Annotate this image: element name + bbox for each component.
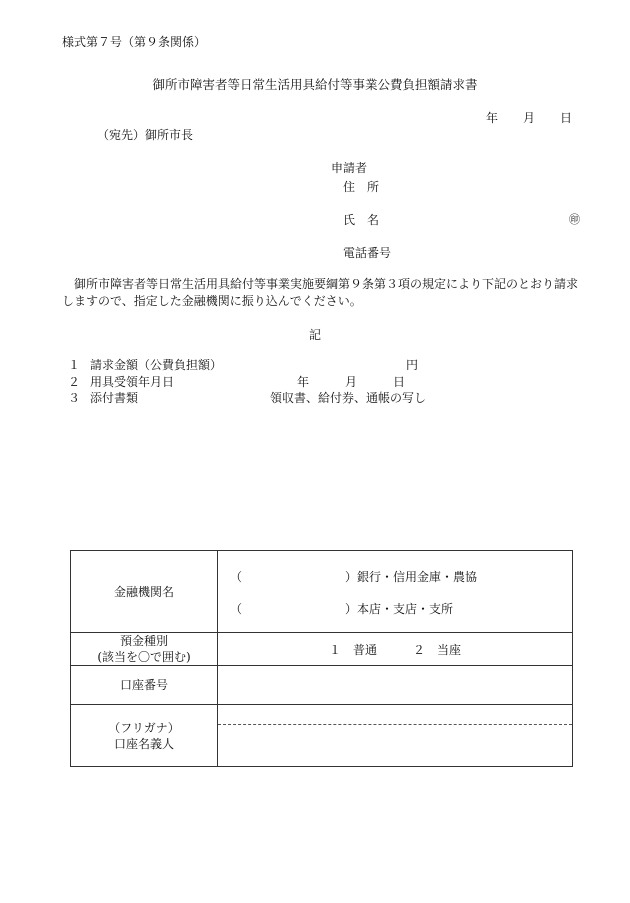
account-holder-label-text: 口座名義人 bbox=[113, 736, 174, 751]
phone-label: 電話番号 bbox=[343, 246, 392, 260]
branch-type-options: ）本店・支店・支所 bbox=[345, 601, 454, 616]
deposit-type-label bbox=[71, 633, 218, 666]
receipt-date-value: 年 月 日 bbox=[297, 375, 406, 389]
date-year: 年 bbox=[486, 111, 499, 125]
document-title: 御所市障害者等日常生活用具給付等事業公費負担額請求書 bbox=[152, 77, 478, 92]
deposit-type-label-line2: (該当を〇で囲む) bbox=[97, 650, 191, 664]
applicant-label: 申請者 bbox=[331, 161, 368, 175]
account-number-field[interactable] bbox=[218, 666, 573, 705]
item-billing-amount bbox=[68, 356, 222, 373]
item-receipt-date bbox=[68, 373, 174, 390]
seal-mark: ㊞ bbox=[569, 213, 580, 226]
item-label: 用具受領年月日 bbox=[90, 375, 175, 389]
account-holder-label bbox=[71, 705, 218, 767]
item-label: 添付書類 bbox=[90, 391, 139, 405]
open-paren: （ bbox=[230, 601, 243, 616]
account-holder-field[interactable] bbox=[218, 705, 573, 767]
institution-label: 金融機関名 bbox=[71, 551, 218, 633]
deposit-type-label-line1: 預金種別 bbox=[119, 634, 168, 648]
date-month: 月 bbox=[523, 111, 536, 125]
item-number: ２ bbox=[68, 375, 81, 389]
item-number: １ bbox=[68, 358, 81, 372]
request-body-text: 御所市障害者等日常生活用具給付等事業実施要綱第９条第３項の規定により下記のとおり請求しますので、指定した金融機関に振り込んでください。 bbox=[62, 277, 579, 308]
form-number: 様式第７号（第９条関係） bbox=[62, 35, 207, 49]
institution-field[interactable] bbox=[218, 551, 573, 633]
billing-amount-unit: 円 bbox=[406, 358, 419, 372]
item-number: ３ bbox=[68, 391, 81, 405]
address-label: 住 所 bbox=[343, 180, 380, 194]
date-day: 日 bbox=[560, 111, 573, 125]
item-attachments bbox=[68, 389, 138, 406]
furigana-label: （フリガナ） bbox=[108, 720, 180, 735]
open-paren: （ bbox=[230, 569, 243, 584]
bank-info-table bbox=[70, 550, 573, 767]
account-number-label: 口座番号 bbox=[71, 666, 218, 705]
name-label: 氏 名 bbox=[343, 213, 380, 227]
date-line bbox=[486, 109, 572, 126]
furigana-field[interactable] bbox=[218, 705, 572, 725]
deposit-type-options[interactable]: １ 普通 ２ 当座 bbox=[218, 633, 573, 666]
attachments-value: 領収書、給付券、通帳の写し bbox=[270, 391, 427, 405]
item-label: 請求金額（公費負担額） bbox=[90, 358, 223, 372]
bank-type-options: ）銀行・信用金庫・農協 bbox=[345, 569, 478, 584]
ki-heading: 記 bbox=[308, 328, 321, 342]
addressee: （宛先）御所市長 bbox=[97, 128, 194, 142]
